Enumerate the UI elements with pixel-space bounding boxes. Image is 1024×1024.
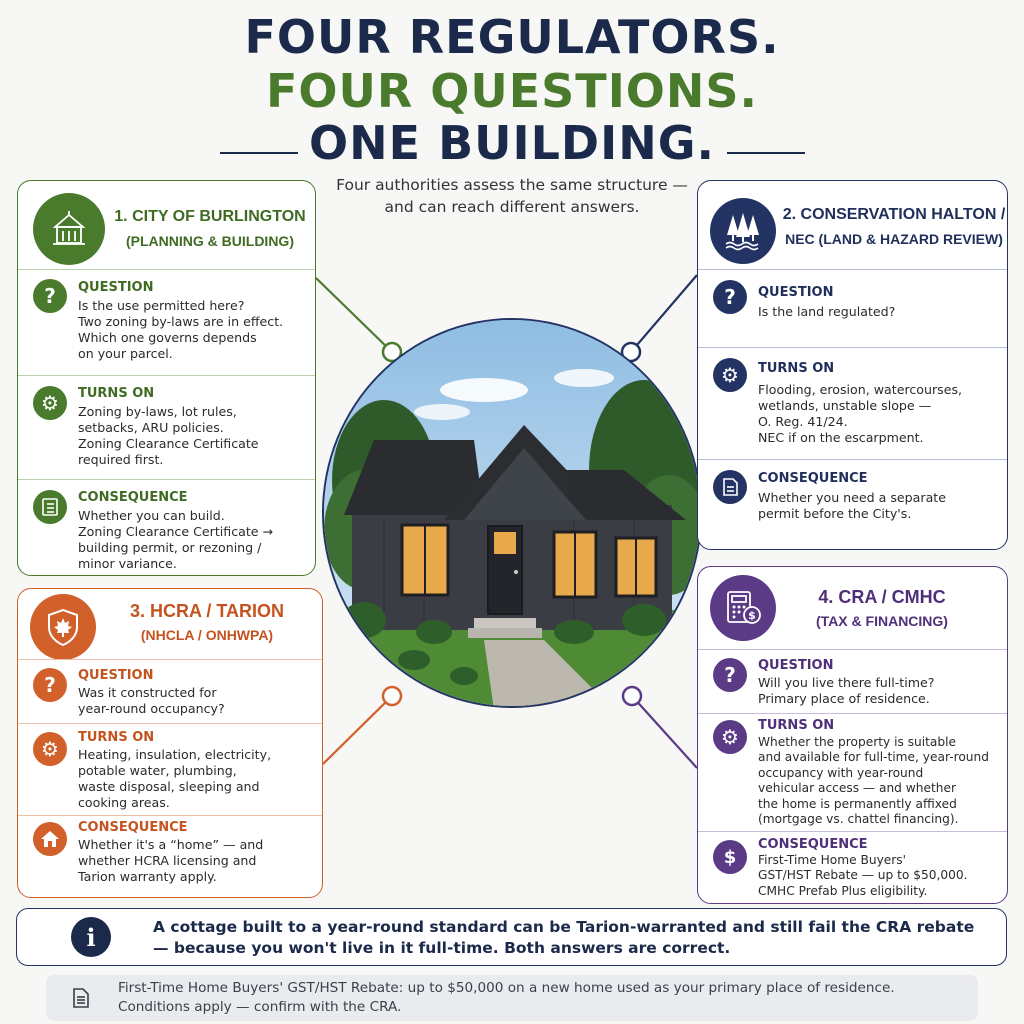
card-1-consequence-row: CONSEQUENCE Whether you can build. Zoning Clearance Certificate → building permit, or rezoning / minor variance. [18,479,315,576]
subtitle-line-1: Four authorities assess the same structure — [336,176,688,194]
subtitle-line-2: and can reach different answers. [384,198,640,216]
note-text: A cottage built to a year-round standard can be Tarion-warranted and still fail the CRA rebate — because you won't live in it full-time. Both answers are correct. [153,918,975,957]
card-2-question-row: ? QUESTION Is the land regulated? [698,269,1007,347]
document-icon [72,987,90,1013]
house-illustration [322,318,702,708]
card-city-of-burlington [17,180,316,576]
question-icon: ? [713,658,747,692]
card-1-turns-on-row: ⚙ TURNS ON Zoning by-laws, lot rules, setbacks, ARU policies. Zoning Clearance Certificate required first. [18,375,315,479]
checklist-icon [33,490,67,524]
card-4-title: 4. CRA / CMHC (TAX & FINANCING) [816,587,948,629]
key-note [16,908,1007,966]
connector-orange [323,696,392,764]
gear-icon: ⚙ [713,720,747,754]
connector-green [316,278,392,352]
info-icon: i [71,917,111,957]
city-hall-icon [33,193,105,265]
connector-navy [631,275,697,352]
svg-text:$: $ [748,609,756,622]
gear-icon: ⚙ [713,358,747,392]
footer-text: First-Time Home Buyers' GST/HST Rebate: up to $50,000 on a new home used as your primary place of residence. Conditions apply — confirm with the CRA. [118,980,895,1015]
card-2-title: 2. CONSERVATION HALTON / NEC (LAND & HAZARD REVIEW) [782,206,1006,247]
card-1-title: 1. CITY OF BURLINGTON (PLANNING & BUILDING) [114,208,306,249]
gear-icon: ⚙ [33,386,67,420]
title-line-2: FOUR QUESTIONS. [265,64,759,118]
title-line-1: FOUR REGULATORS. [244,10,780,64]
house-icon [33,822,67,856]
card-3-turns-on-row: ⚙ TURNS ON Heating, insulation, electricity, potable water, plumbing, waste disposal, sleeping and cooking areas. [18,723,322,815]
card-2-turns-on-row: ⚙ TURNS ON Flooding, erosion, watercourses, wetlands, unstable slope — O. Reg. 41/24. NEC if on the escarpment. [698,347,1007,459]
card-conservation-halton [697,180,1008,550]
footer-disclaimer [46,975,978,1021]
question-icon: ? [33,668,67,702]
connector-dot-orange [383,687,401,705]
card-cra-cmhc [697,566,1008,904]
gear-icon: ⚙ [33,732,67,766]
card-1-question-row: ? QUESTION Is the use permitted here? Two zoning by-laws are in effect. Which one governs depends on your parcel. [18,269,315,375]
document-icon [713,470,747,504]
connector-dot-purple [623,687,641,705]
title-line-3: ONE BUILDING. [309,116,715,170]
card-3-question-row: ? QUESTION Was it constructed for year-round occupancy? [18,659,322,723]
question-icon: ? [33,279,67,313]
dollar-icon: $ [713,840,747,874]
connector-purple [632,696,697,768]
card-4-question-row: ? QUESTION Will you live there full-time? Primary place of residence. [698,649,1007,713]
card-3-consequence-row: CONSEQUENCE Whether it's a “home” — and whether HCRA licensing and Tarion warranty apply. [18,815,322,898]
card-hcra-tarion [17,588,323,898]
card-4-turns-on-row: ⚙ TURNS ON Whether the property is suitable and available for full-time, year-round occupancy with year-round vehicular access — and whether the home is permanently affixed (mortgage vs. chattel financing). [698,713,1007,831]
question-icon: ? [713,280,747,314]
card-4-consequence-row: $ CONSEQUENCE First-Time Home Buyers' GST/HST Rebate — up to $50,000. CMHC Prefab Plus eligibility. [698,831,1007,904]
card-3-title: 3. HCRA / TARION (NHCLA / ONHWPA) [129,601,284,643]
maple-shield-icon [30,594,96,660]
trees-water-icon [710,198,776,264]
card-2-consequence-row: CONSEQUENCE Whether you need a separate permit before the City's. [698,459,1007,550]
calculator-icon [710,575,776,641]
